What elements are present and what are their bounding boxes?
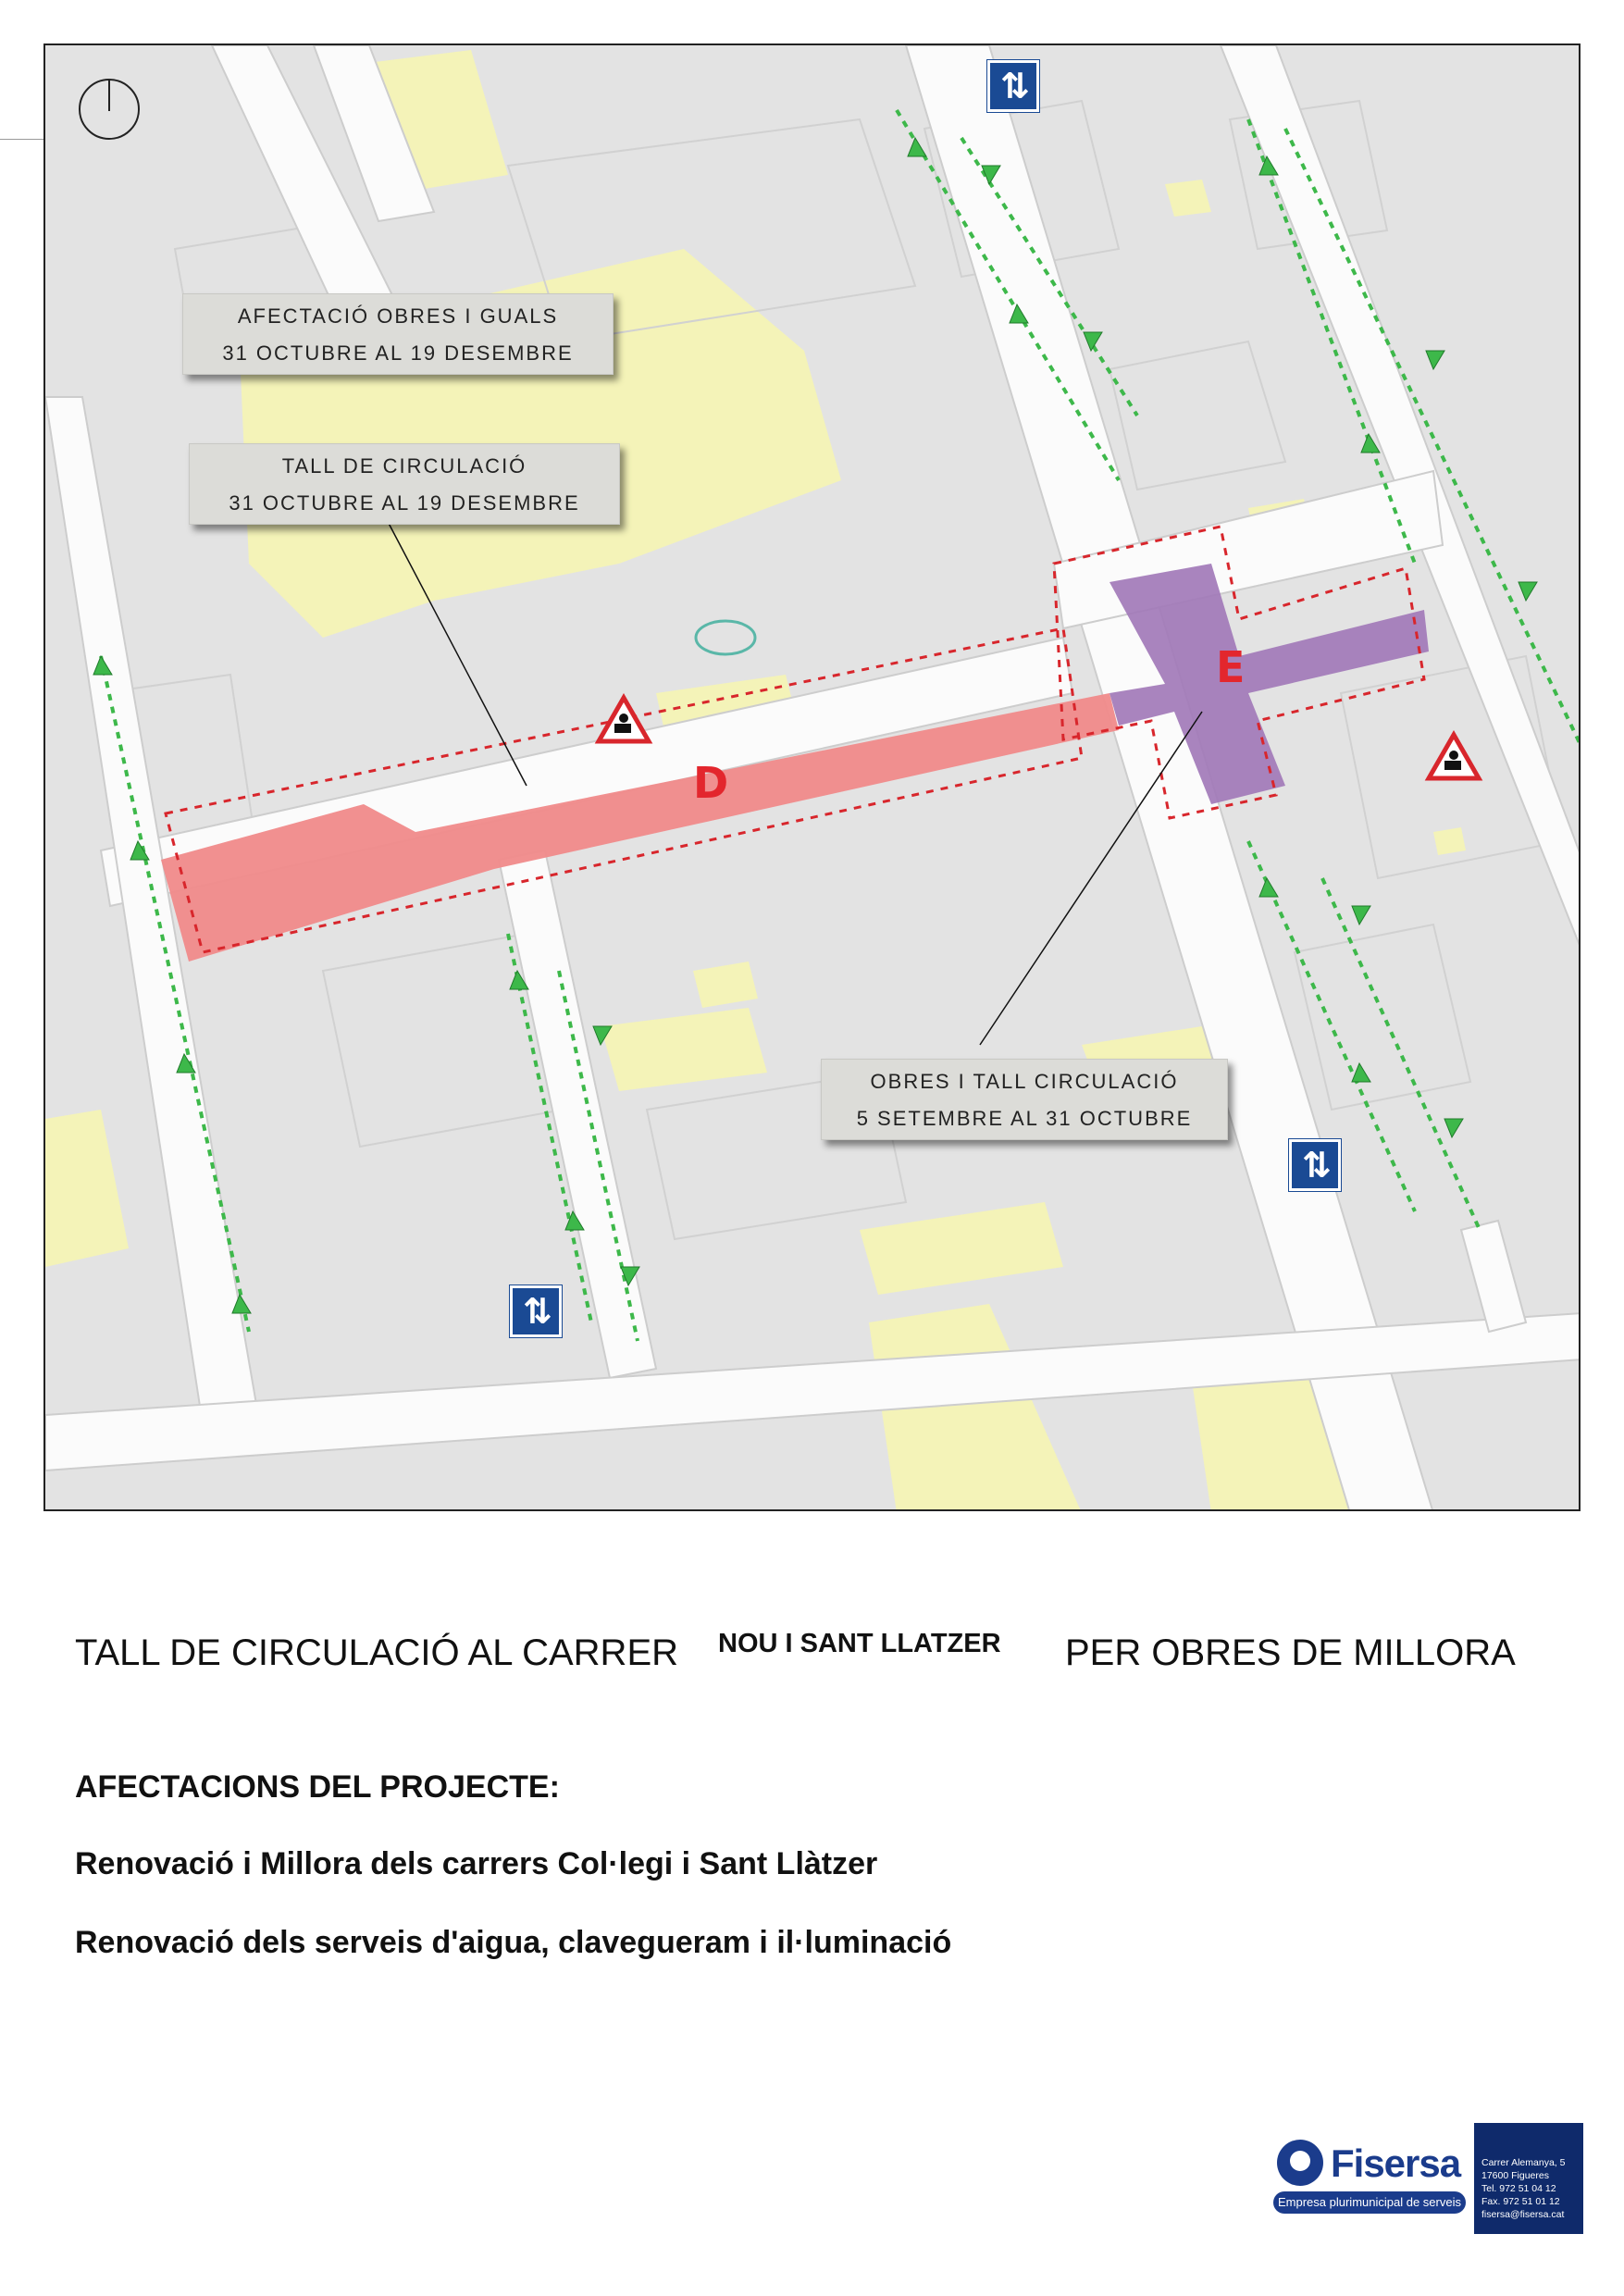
logo-name: Fisersa bbox=[1331, 2141, 1461, 2185]
map-frame[interactable] bbox=[43, 43, 1581, 1511]
street-map bbox=[45, 45, 1581, 1511]
fisersa-logo-icon bbox=[1277, 2140, 1323, 2186]
zone-d-label: D bbox=[693, 758, 729, 808]
callout-tall-circulacio: TALL DE CIRCULACIÓ 31 OCTUBRE AL 19 DESEMBRE bbox=[189, 443, 620, 525]
page-title bbox=[75, 1629, 1556, 1688]
title-part-1: TALL DE CIRCULACIÓ AL CARRER bbox=[75, 1632, 679, 1673]
contact-tel: Tel. 972 51 04 12 bbox=[1481, 2183, 1556, 2194]
contact-city: 17600 Figueres bbox=[1481, 2170, 1549, 2181]
zone-e-label: E bbox=[1216, 642, 1246, 692]
two-way-traffic-sign-icon: ⇅ bbox=[510, 1285, 562, 1337]
project-line-2: Renovació dels serveis d'aigua, clavegueram i il·luminació bbox=[75, 1925, 952, 1960]
contact-fax: Fax. 972 51 01 12 bbox=[1481, 2196, 1560, 2207]
two-way-traffic-sign-icon: ⇅ bbox=[987, 60, 1039, 112]
project-heading: AFECTACIONS DEL PROJECTE: bbox=[75, 1769, 560, 1805]
callout-obres: OBRES I TALL CIRCULACIÓ 5 SETEMBRE AL 31 OCTUBRE bbox=[821, 1059, 1228, 1140]
project-line-1: Renovació i Millora dels carrers Col·legi i Sant Llàtzer bbox=[75, 1846, 878, 1881]
title-street-names: NOU I SANT LLATZER bbox=[718, 1629, 1001, 1658]
contact-box bbox=[1474, 2123, 1583, 2234]
north-icon bbox=[79, 79, 140, 140]
contact-address: Carrer Alemanya, 5 bbox=[1481, 2157, 1566, 2168]
title-part-3: PER OBRES DE MILLORA bbox=[1065, 1632, 1516, 1673]
two-way-traffic-sign-icon: ⇅ bbox=[1289, 1139, 1341, 1191]
fisersa-logo bbox=[1270, 2128, 1473, 2230]
logo-tagline: Empresa plurimunicipal de serveis bbox=[1273, 2191, 1466, 2214]
callout-afectacio: AFECTACIÓ OBRES I GUALS 31 OCTUBRE AL 19 DESEMBRE bbox=[182, 293, 614, 375]
contact-email: fisersa@fisersa.cat bbox=[1481, 2209, 1565, 2220]
